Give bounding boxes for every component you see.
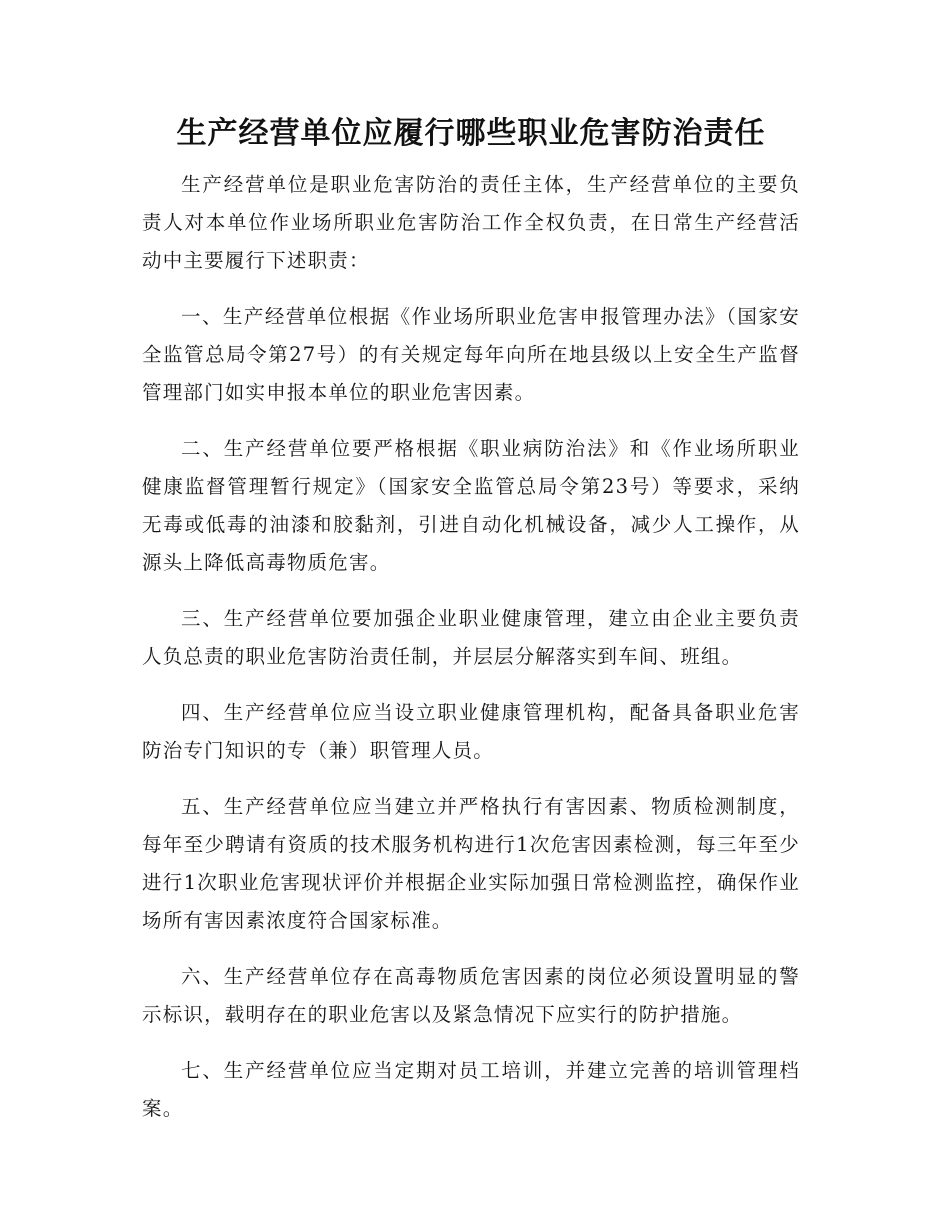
paragraph-item-2: 二、生产经营单位要严格根据《职业病防治法》和《作业场所职业健康监督管理暂行规定》（国家安全监管总局令第23号）等要求，采纳无毒或低毒的油漆和胶黏剂，引进自动化机械设备，减少人工操作，从源头上降低高毒物质危害。 xyxy=(142,437,800,574)
document-title: 生产经营单位应履行哪些职业危害防治责任 xyxy=(176,116,766,151)
paragraph-item-7: 七、生产经营单位应当定期对员工培训，并建立完善的培训管理档案。 xyxy=(142,1059,800,1120)
paragraph-item-5: 五、生产经营单位应当建立并严格执行有害因素、物质检测制度，每年至少聘请有资质的技术服务机构进行1次危害因素检测，每三年至少进行1次职业危害现状评价并根据企业实际加强日常检测监控，确保作业场所有害因素浓度符合国家标准。 xyxy=(142,795,800,932)
paragraph-item-4: 四、生产经营单位应当设立职业健康管理机构，配备具备职业危害防治专门知识的专（兼）职管理人员。 xyxy=(142,701,800,762)
paragraph-item-3: 三、生产经营单位要加强企业职业健康管理，建立由企业主要负责人负总责的职业危害防治责任制，并层层分解落实到车间、班组。 xyxy=(142,607,800,668)
paragraph-intro: 生产经营单位是职业危害防治的责任主体，生产经营单位的主要负责人对本单位作业场所职业危害防治工作全权负责，在日常生产经营活动中主要履行下述职责： xyxy=(142,173,800,272)
paragraph-item-1: 一、生产经营单位根据《作业场所职业危害申报管理办法》（国家安全监管总局令第27号）的有关规定每年向所在地县级以上安全生产监督管理部门如实申报本单位的职业危害因素。 xyxy=(142,305,800,404)
paragraph-item-6: 六、生产经营单位存在高毒物质危害因素的岗位必须设置明显的警示标识，载明存在的职业危害以及紧急情况下应实行的防护措施。 xyxy=(142,965,800,1026)
